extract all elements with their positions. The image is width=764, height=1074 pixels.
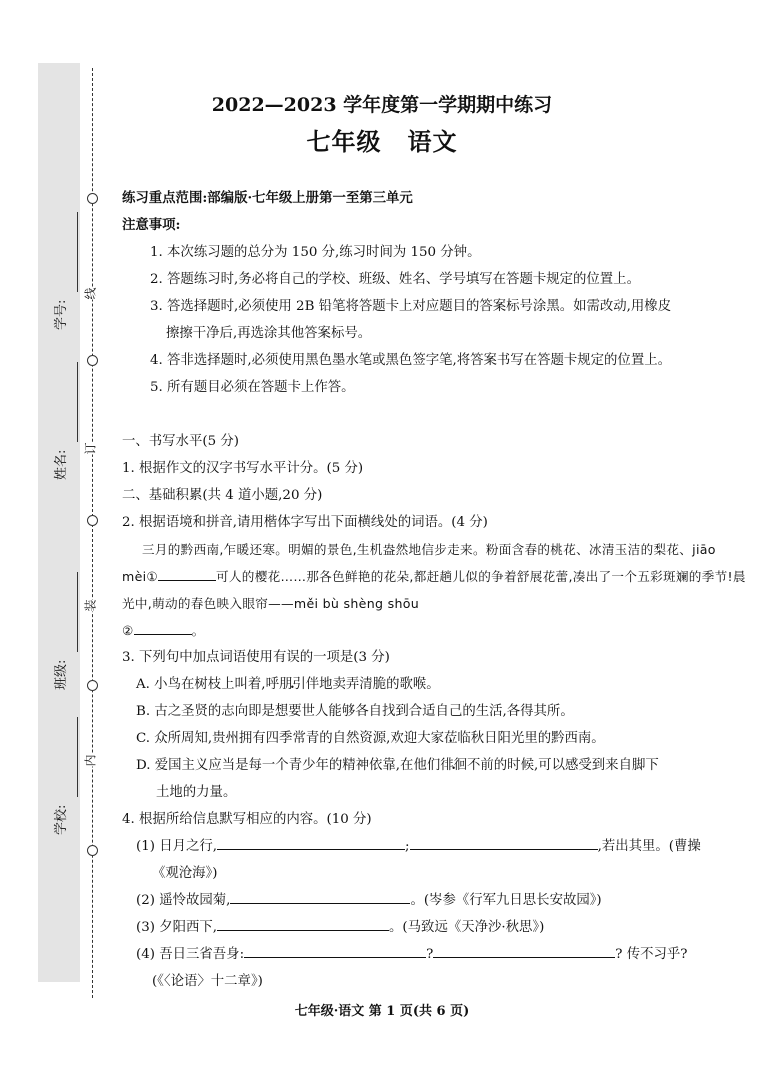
scope-line: 练习重点范围:部编版·七年级上册第一至第三单元 [122,190,413,206]
option-d-cont: 土地的力量。 [156,785,237,800]
cut-circle [87,193,98,204]
school-field[interactable] [50,804,90,875]
page-footer: 七年级·语文 第 1 页(共 6 页) [294,1004,470,1019]
cut-circle [87,515,98,526]
notice-item: 3. 答选择题时,必须使用 2B 铅笔将答题卡上对应题目的答案标号涂黑。如需改动,用橡皮 [150,299,672,314]
student-id-field[interactable] [50,299,90,370]
recite-1-source: 《观沧海》) [152,866,218,881]
cut-line [92,68,93,998]
exam-subtitle [0,122,764,157]
name-field[interactable] [50,449,90,520]
recite-1: (1) 日月之行, ; ,若出其里。(曹操 [122,833,747,860]
blank-marker: ② [122,623,134,638]
answer-blank[interactable] [433,943,615,958]
recite-2: (2) 遥怜故园菊, 。(岑参《行军九日思长安故园》) [122,887,747,914]
answer-blank[interactable] [217,835,405,850]
cut-char: 订 [83,442,98,455]
exam-title: 2022—2023 学年度第一学期期中练习 [211,94,553,116]
recite-4: (4) 吾日三省吾身: ? ? 传不习乎? [122,941,747,968]
option-b: B. 古之圣贤的志向即是想要世人能够各自找到合适自己的生活,各得其所。 [136,704,574,719]
answer-blank[interactable] [217,916,389,931]
student-id-label: 学号: [54,299,69,330]
pinyin: jiāo mèi [122,542,716,584]
class-line [77,572,78,652]
notice-item: 1. 本次练习题的总分为 150 分,练习时间为 150 分钟。 [150,245,481,260]
notice-title: 注意事项: [122,217,181,233]
notice-item: 4. 答非选择题时,必须使用黑色墨水笔或黑色签字笔,将答案书写在答题卡规定的位置上。 [150,353,671,368]
option-a: A. 小鸟在树枝上叫着,呼朋引 •伴地卖弄清脆的歌喉。 [122,671,747,698]
notice-item: 2. 答题练习时,务必将自己的学校、班级、姓名、学号填写在答题卡规定的位置上。 [150,272,640,287]
answer-blank[interactable] [230,889,410,904]
section-heading: 一、书写水平(5 分) [122,434,239,449]
cut-char: 装 [83,599,98,612]
name-line [77,362,78,442]
answer-blank[interactable] [244,943,426,958]
section-heading: 二、基础积累(共 4 道小题,20 分) [122,488,323,503]
passage-text: 可人的樱花……那各色鲜艳的花朵,都赶趟儿似的争着舒展花蕾,凑出了一个五彩斑斓的季节!晨光中,萌动的春色映入眼帘—— [122,569,746,611]
notice-item: 擦擦干净后,再选涂其他答案标号。 [166,326,372,341]
cut-char: 线 [83,287,98,300]
blank-marker: ① [146,569,159,584]
option-c: C. 众所周知,贵州拥有四季常青的自然资源,欢迎大家莅 •临秋日阳光里的黔西南。 [122,725,747,752]
subject-label: 语文 [407,127,458,156]
dotted-word: 徘徊 • [440,758,467,773]
cut-char: 内 [83,754,98,767]
dotted-word: 莅 • [444,731,457,746]
question-4-stem: 4. 根据所给信息默写相应的内容。(10 分) [122,812,372,827]
name-label: 姓名: [54,449,69,480]
question-1: 1. 根据作文的汉字书写水平计分。(5 分) [122,461,364,476]
school-line [77,717,78,797]
passage-text: 。 [191,623,205,638]
notice-item: 5. 所有题目必须在答题卡上作答。 [150,380,355,395]
grade-label: 七年级 [306,127,382,156]
recite-4-source: (《〈论语〉十二章》) [152,974,263,989]
school-label: 学校: [54,804,69,835]
passage-text: 三月的黔西南,乍暖还寒。明媚的景色,生机盎然地信步走来。粉面含春的桃花、冰清玉洁的梨花、 [142,542,693,557]
cut-circle [87,355,98,366]
class-label: 班级: [54,659,69,690]
question-3-stem: 3. 下列句中加点词语使用有误的一项是(3 分) [122,650,390,665]
question-2-passage [122,536,747,644]
answer-blank[interactable] [134,620,192,635]
dotted-word: 朋引 • [279,677,306,692]
cut-circle [87,680,98,691]
exam-content [122,185,747,995]
student-id-line [77,212,78,292]
question-2-stem: 2. 根据语境和拼音,请用楷体字写出下面横线处的词语。(4 分) [122,515,488,530]
recite-3: (3) 夕阳西下, 。(马致远《天净沙·秋思》) [122,914,747,941]
cut-circle [87,845,98,856]
answer-blank[interactable] [410,835,598,850]
answer-blank[interactable] [158,566,216,581]
class-field[interactable] [50,659,90,730]
pinyin: měi bù shèng shōu [293,596,420,611]
option-d: D. 爱国主义应当是每一个青少年的精神依靠,在他们徘徊 •不前的时候,可以感受到来自脚下 [122,752,747,779]
